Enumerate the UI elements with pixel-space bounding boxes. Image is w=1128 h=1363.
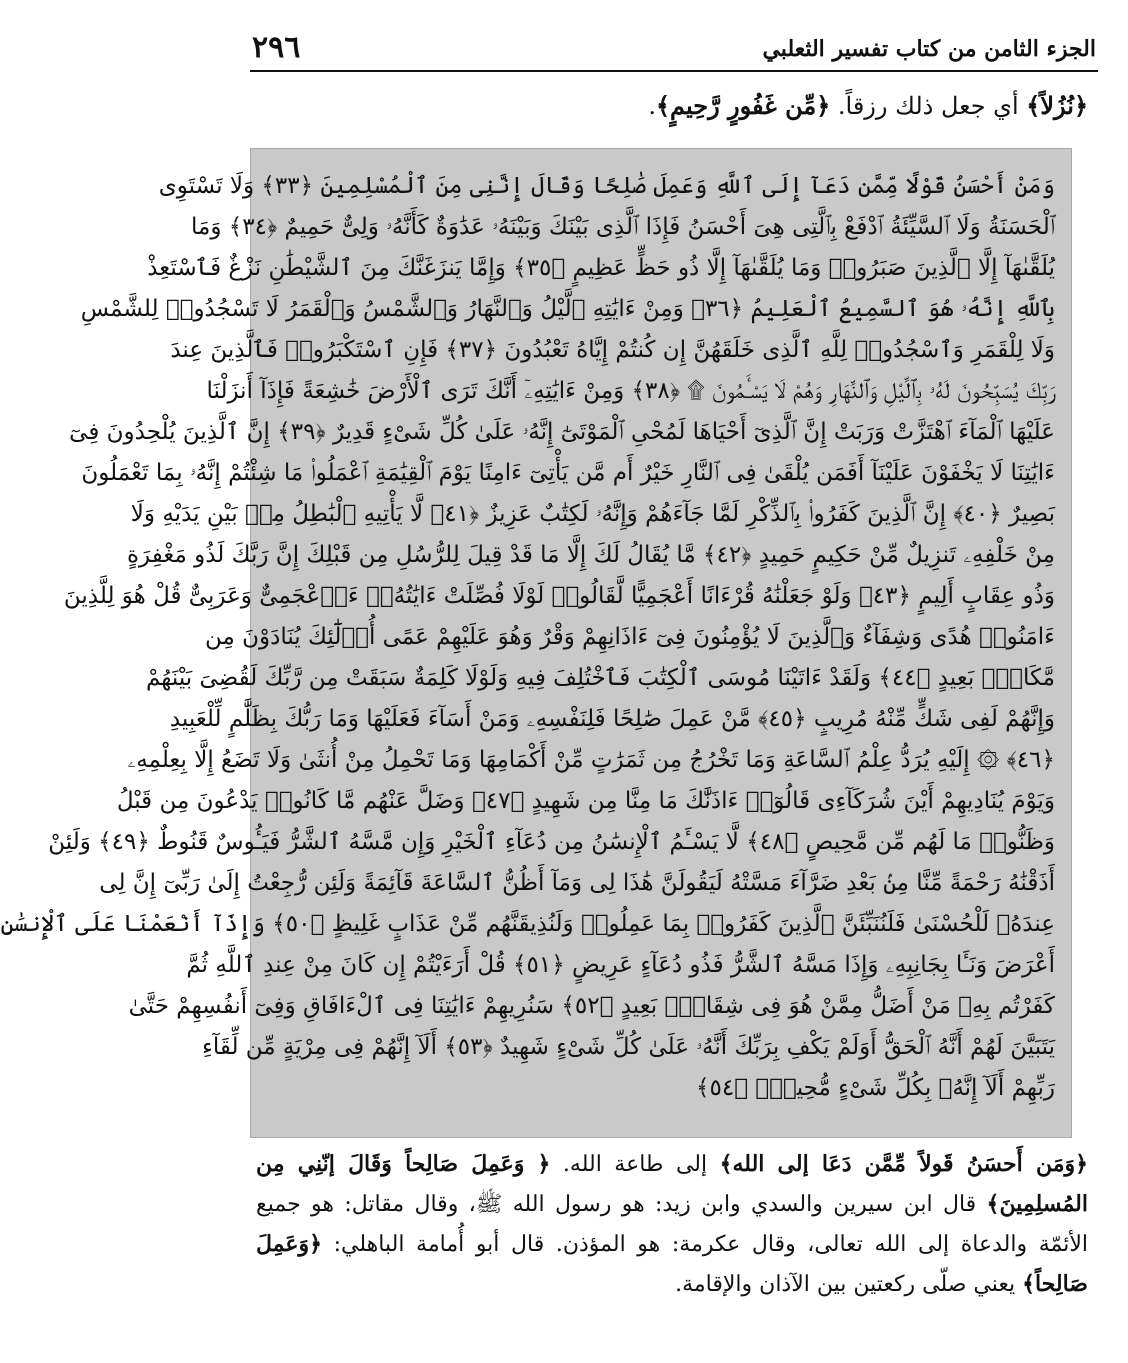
page-header [250,30,1098,72]
quran-line: رَبِّكَ يُسَبِّحُونَ لَهُۥ بِٱلَّيْلِ وَٱلنَّهَارِ وَهُمْ لَا يَسْـَٔمُونَ ۩ ﴿٣٨﴾ وَمِنْ ءَايَٰتِهِۦٓ أَنَّكَ تَرَى ٱلْأَرْضَ خَٰشِعَةً فَإِذَآ أَنزَلْنَا [206,378,1055,404]
quran-line: كَفَرْتُم بِهِۦ مَنْ أَضَلُّ مِمَّنْ هُوَ فِى شِقَاقٍۭ بَعِيدٍ ﴿٥٢﴾ سَنُرِيهِمْ ءَايَٰتِنَا فِى ٱلْءَافَاقِ وَفِىٓ أَنفُسِهِمْ حَتَّىٰ [128,993,1055,1019]
commentary-text: قال ابن سيرين والسدي وابن زيد: هو رسول الله ﷺ، وقال مقاتل: هو جميع [256,1192,987,1217]
quran-line: عَلَيْهَا ٱلْمَآءَ ٱهْتَزَّتْ وَرَبَتْ إِنَّ ٱلَّذِىٓ أَحْيَاهَا لَمُحْىِ ٱلْمَوْتَىٰٓ إِنَّهُۥ عَلَىٰ كُلِّ شَىْءٍ قَدِيرٌ ﴿٣٩﴾ إِنَّ ٱلَّذِينَ يُلْحِدُونَ فِىٓ [69,419,1055,445]
commentary-quote: ﴿وَعَمِلَ [256,1231,323,1257]
running-title: الجزء الثامن من كتاب تفسير الثعلبي [762,36,1096,62]
quran-line: بَصِيرٌ ﴿٤٠﴾ إِنَّ ٱلَّذِينَ كَفَرُوا۟ بِٱلذِّكْرِ لَمَّا جَآءَهُمْ وَإِنَّهُۥ لَكِتَٰبٌ عَزِيزٌ ﴿٤١﴾ لَّا يَأْتِيهِ ٱلْبَٰطِلُ مِنۢ بَيْنِ يَدَيْهِ وَلَا [130,501,1055,527]
commentary-text: الأئمّة والدعاة إلى الله تعالى، وقال عكرمة: هو المؤذن. قال أبو أُمامة الباهلي: [322,1232,1088,1257]
quran-line: وَمَنْ أَحْسَنُ قَوْلًا مِّمَّن دَعَآ إِلَى ٱللَّهِ وَعَمِلَ صَٰلِحًا وَقَالَ إِنَّنِى مِنَ ٱلْمُسْلِمِينَ ﴿٣٣﴾ وَلَا تَسْتَوِى [158,173,1055,199]
quran-line: وَيَوْمَ يُنَادِيهِمْ أَيْنَ شُرَكَآءِى قَالُوٓا۟ ءَاذَنَّٰكَ مَا مِنَّا مِن شَهِيدٍ ﴿٤٧﴾ وَضَلَّ عَنْهُم مَّا كَانُوا۟ يَدْعُونَ مِن قَبْلُ [116,788,1055,814]
commentary-line [256,1184,1088,1224]
quran-line: ٱلْحَسَنَةُ وَلَا ٱلسَّيِّئَةُ ٱدْفَعْ بِٱلَّتِى هِىَ أَحْسَنُ فَإِذَا ٱلَّذِى بَيْنَكَ وَبَيْنَهُۥ عَدَٰوَةٌ كَأَنَّهُۥ وَلِىٌّ حَمِيمٌ ﴿٣٤﴾ وَمَا [191,214,1055,240]
intro-paragraph [258,86,1088,126]
intro-text-1: أي جعل ذلك رزقاً. [830,92,1027,120]
quran-line: وَذُو عِقَابٍ أَلِيمٍ ﴿٤٣﴾ وَلَوْ جَعَلْنَٰهُ قُرْءَانًا أَعْجَمِيًّا لَّقَالُوا۟ لَوْلَا فُصِّلَتْ ءَايَٰتُهُۥٓ ءَا۬عْجَمِىٌّ وَعَرَبِىٌّ قُلْ هُوَ لِلَّذِينَ [63,583,1055,609]
page-number: ٢٩٦ [252,30,301,65]
commentary-paragraph [256,1144,1088,1304]
commentary-text: يعني صلّى ركعتين بين الآذان والإقامة. [675,1272,1023,1297]
commentary-line [256,1224,1088,1264]
quran-line: وَإِنَّهُمْ لَفِى شَكٍّ مِّنْهُ مُرِيبٍ ﴿٤٥﴾ مَّنْ عَمِلَ صَٰلِحًا فَلِنَفْسِهِۦ وَمَنْ أَسَآءَ فَعَلَيْهَا وَمَا رَبُّكَ بِظَلَّٰمٍ لِّلْعَبِيدِ [169,706,1055,732]
quran-line: أَعْرَضَ وَنَـَٔا بِجَانِبِهِۦ وَإِذَا مَسَّهُ ٱلشَّرُّ فَذُو دُعَآءٍ عَرِيضٍ ﴿٥١﴾ قُلْ أَرَءَيْتُمْ إِن كَانَ مِنْ عِندِ ٱللَّهِ ثُمَّ [186,952,1055,978]
commentary-quote: صَالِحاً﴾ [1022,1271,1088,1297]
quran-line: عِندَهُۥ لَلْحُسْنَىٰ فَلَنُنَبِّئَنَّ ٱلَّذِينَ كَفَرُوا۟ بِمَا عَمِلُوا۟ وَلَنُذِيقَنَّهُم مِّنْ عَذَابٍ غَلِيظٍ ﴿٥٠﴾ وَإِذَآ أَنْعَمْنَا عَلَى ٱلْإِنسَٰنِ [0,911,1055,937]
commentary-text: إلى طاعة الله. [550,1152,720,1177]
commentary-quote: ﴿ وَعَمِلَ صَالِحاً وَقَالَ إنّنِي مِن [256,1151,551,1177]
intro-quote-1: ﴿نُزُلاً﴾ [1026,91,1088,120]
quran-line: بِٱللَّهِ إِنَّهُۥ هُوَ ٱلسَّمِيعُ ٱلْعَلِيمُ ﴿٣٦﴾ وَمِنْ ءَايَٰتِهِ ٱلَّيْلُ وَٱلنَّهَارُ وَٱلشَّمْسُ وَٱلْقَمَرُ لَا تَسْجُدُوا۟ لِلشَّمْسِ [80,296,1055,322]
intro-text-2: . [648,92,656,120]
commentary-quote: المُسلِمِينَ﴾ [986,1191,1088,1217]
quran-line: أَذَقْنَٰهُ رَحْمَةً مِّنَّا مِنۢ بَعْدِ ضَرَّآءَ مَسَّتْهُ لَيَقُولَنَّ هَٰذَا لِى وَمَآ أَظُنُّ ٱلسَّاعَةَ قَآئِمَةً وَلَئِن رُّجِعْتُ إِلَىٰ رَبِّىٓ إِنَّ لِى [99,870,1055,896]
quran-line: ءَايَٰتِنَا لَا يَخْفَوْنَ عَلَيْنَآ أَفَمَن يُلْقَىٰ فِى ٱلنَّارِ خَيْرٌ أَم مَّن يَأْتِىٓ ءَامِنًا يَوْمَ ٱلْقِيَٰمَةِ ٱعْمَلُوا۟ مَا شِئْتُمْ إِنَّهُۥ بِمَا تَعْمَلُونَ [81,460,1055,486]
quran-line: وَلَا لِلْقَمَرِ وَٱسْجُدُوا۟ لِلَّهِ ٱلَّذِى خَلَقَهُنَّ إِن كُنتُمْ إِيَّاهُ تَعْبُدُونَ ﴿٣٧﴾ فَإِنِ ٱسْتَكْبَرُوا۟ فَٱلَّذِينَ عِندَ [170,337,1055,363]
quran-line: يَتَبَيَّنَ لَهُمْ أَنَّهُ ٱلْحَقُّ أَوَلَمْ يَكْفِ بِرَبِّكَ أَنَّهُۥ عَلَىٰ كُلِّ شَىْءٍ شَهِيدٌ ﴿٥٣﴾ أَلَآ إِنَّهُمْ فِى مِرْيَةٍ مِّن لِّقَآءِ [202,1034,1055,1060]
commentary-line [256,1144,1088,1184]
quran-line: وَظَنُّوا۟ مَا لَهُم مِّن مَّحِيصٍ ﴿٤٨﴾ لَّا يَسْـَٔمُ ٱلْإِنسَٰنُ مِن دُعَآءِ ٱلْخَيْرِ وَإِن مَّسَّهُ ٱلشَّرُّ فَيَـُٔوسٌ قَنُوطٌ ﴿٤٩﴾ وَلَئِنْ [48,829,1055,855]
intro-quote-2: ﴿مِّن غَفُورٍ رَّحِيمٍ﴾ [655,91,831,120]
commentary-line [256,1264,1088,1304]
commentary-quote: ﴿وَمَن أَحسَنُ قَولاً مِّمَّن دَعَا إلى الله﴾ [719,1151,1088,1177]
quran-line: مِنْ خَلْفِهِۦ تَنزِيلٌ مِّنْ حَكِيمٍ حَمِيدٍ ﴿٤٢﴾ مَّا يُقَالُ لَكَ إِلَّا مَا قَدْ قِيلَ لِلرُّسُلِ مِن قَبْلِكَ إِنَّ رَبَّكَ لَذُو مَغْفِرَةٍ [127,542,1055,568]
quran-line: رَبِّهِمْ أَلَآ إِنَّهُۥ بِكُلِّ شَىْءٍ مُّحِيطٌۢ ﴿٥٤﴾ [695,1075,1055,1101]
quran-line: يُلَقَّىٰهَآ إِلَّا ٱلَّذِينَ صَبَرُوا۟ وَمَا يُلَقَّىٰهَآ إِلَّا ذُو حَظٍّ عَظِيمٍ ﴿٣٥﴾ وَإِمَّا يَنزَغَنَّكَ مِنَ ٱلشَّيْطَٰنِ نَزْغٌ فَٱسْتَعِذْ [147,255,1055,281]
quran-line: ﴿٤٦﴾ ۞ إِلَيْهِ يُرَدُّ عِلْمُ ٱلسَّاعَةِ وَمَا تَخْرُجُ مِن ثَمَرَٰتٍ مِّنْ أَكْمَامِهَا وَمَا تَحْمِلُ مِنْ أُنثَىٰ وَلَا تَضَعُ إِلَّا بِعِلْمِهِۦ [127,747,1055,773]
quran-line: مَّكَانٍۭ بَعِيدٍ ﴿٤٤﴾ وَلَقَدْ ءَاتَيْنَا مُوسَى ٱلْكِتَٰبَ فَٱخْتُلِفَ فِيهِ وَلَوْلَا كَلِمَةٌ سَبَقَتْ مِن رَّبِّكَ لَقُضِىَ بَيْنَهُمْ [145,665,1055,691]
quran-verses-box [0,148,1072,1138]
quran-line: ءَامَنُوا۟ هُدًى وَشِفَآءٌ وَٱلَّذِينَ لَا يُؤْمِنُونَ فِىٓ ءَاذَانِهِمْ وَقْرٌ وَهُوَ عَلَيْهِمْ عَمًى أُو۟لَٰٓئِكَ يُنَادَوْنَ مِن [204,624,1055,650]
